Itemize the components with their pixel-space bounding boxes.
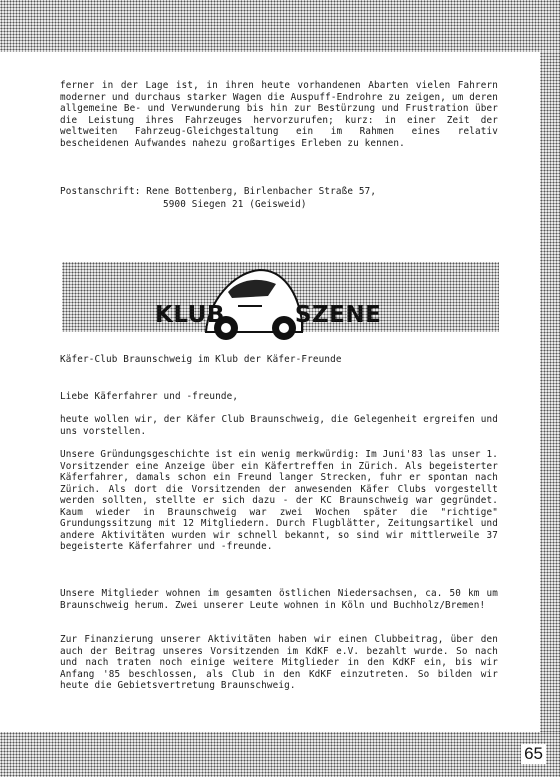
page-number: 65 <box>521 744 546 764</box>
article1-paragraph: ferner in der Lage ist, in ihren heute vorhandenen Abarten vielen Fahrern moderner und durchaus starker Wagen die Auspuff-Endrohre zu zeigen, um deren allgemeine Be- und Verwunderung bis hin zur Bestürzung und Frustration über die Leistung ihres Fahrzeuges hervorzurufen; kurz: in einer Zeit der weltweiten Fahrzeug-Gleichgestaltung ein im Rahmen eines relativ bescheidenen Aufwandes nahezu großartiges Erleben zu kennen. <box>60 80 498 149</box>
klub-szene-title <box>155 302 405 328</box>
article2-intro: heute wollen wir, der Käfer Club Braunschweig, die Gelegenheit ergreifen und uns vorstellen. <box>60 414 498 437</box>
halftone-bottom-band <box>0 732 560 777</box>
halftone-right-band <box>540 52 560 732</box>
halftone-top-band <box>0 0 560 52</box>
address-line-1: Postanschrift: Rene Bottenberg, Birlenbacher Straße 57, <box>60 186 377 197</box>
logo-right: SZENE <box>294 302 382 328</box>
logo-left: KLUB <box>155 302 225 328</box>
article2-greeting: Liebe Käferfahrer und -freunde, <box>60 391 239 402</box>
article2-history: Unsere Gründungsgeschichte ist ein wenig merkwürdig: Im Juni'83 las unser 1. Vorsitzender eine Anzeige über ein Käfertreffen in Zürich. Als begeisterter Käferfahrer, damals schon ein Freund langer Strecken, fuhr er spontan nach Zürich. Als dort die Vorsitzenden der anwesenden Käfer Clubs vorgestellt werden sollten, stellte er sich dazu - der KC Braunschweig war gegründet. Kaum wieder in Braunschweig war zwei Wochen später die "richtige" Grundungssitzung mit 12 Mitgliedern. Durch Flugblätter, Zeitungsartikel und andere Aktivitäten wurden wir schnell bekannt, so sind wir mittlerweile 37 begeisterte Käferfahrer und -freunde. <box>60 449 498 552</box>
article2-finance: Zur Finanzierung unserer Aktivitäten haben wir einen Clubbeitrag, über den auch der Beitrag unseres Vorsitzenden im KdKF e.V. bezahlt wurde. So nach und nach traten noch einige weitere Mitglieder in den KdKF ein, bis wir Anfang '85 beschlossen, als Club in den KdKF einzutreten. So bilden wir heute die Gebietsvertretung Braunschweig. <box>60 634 498 691</box>
article2-members: Unsere Mitglieder wohnen im gesamten östlichen Niedersachsen, ca. 50 km um Braunschweig herum. Zwei unserer Leute wohnen in Köln und Buchholz/Bremen! <box>60 588 498 611</box>
article2-heading: Käfer-Club Braunschweig im Klub der Käfer-Freunde <box>60 354 342 365</box>
address-line-2: 5900 Siegen 21 (Geisweid) <box>163 199 307 210</box>
